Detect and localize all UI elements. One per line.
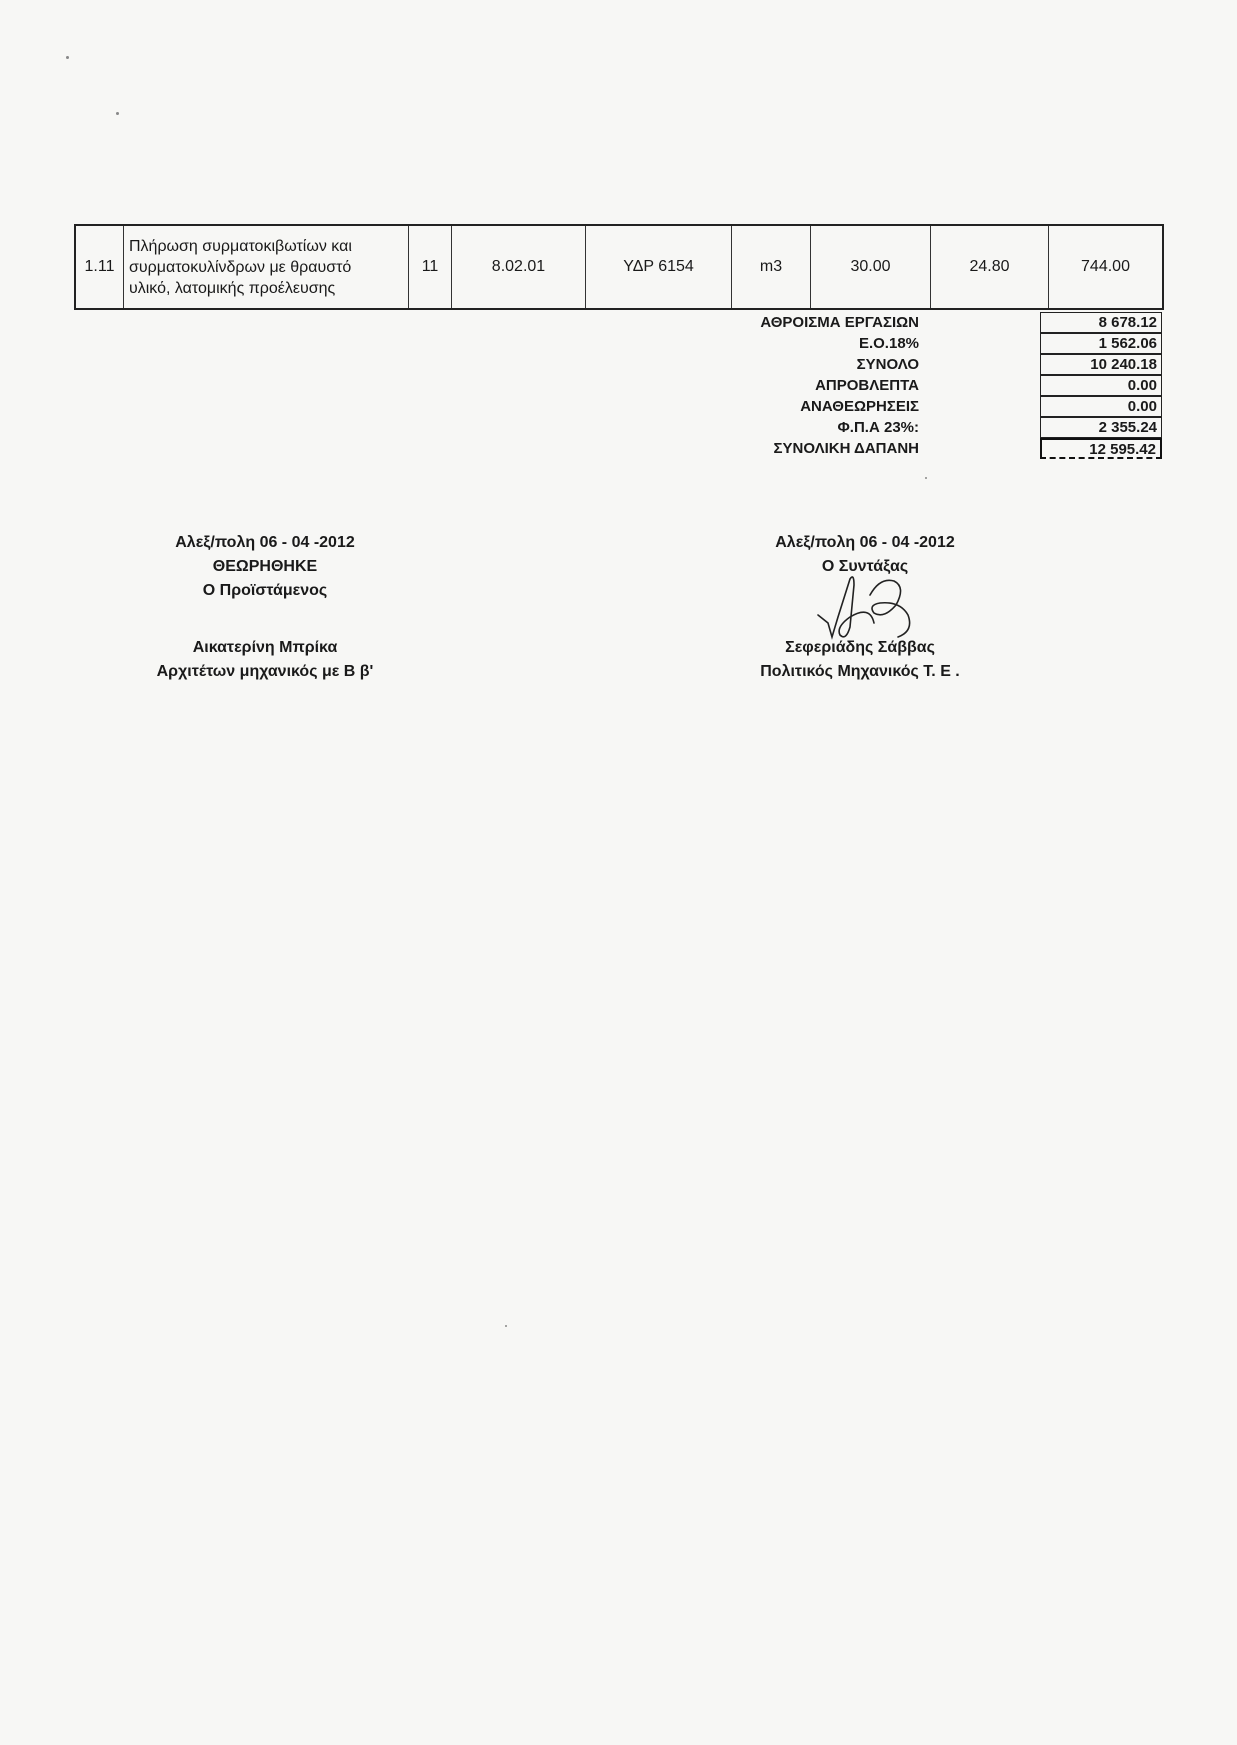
scan-speck	[116, 112, 119, 115]
total-label: ΣΥΝΟΛΟ	[856, 356, 919, 373]
total-label: ΑΝΑΘΕΩΡΗΣΕΙΣ	[800, 398, 919, 415]
approver-name: Αικατερίνη Μπρίκα	[192, 639, 338, 656]
total-line	[0, 312, 1237, 333]
approver-role: Ο Προϊστάμενος	[202, 582, 328, 599]
author-block	[730, 531, 1000, 579]
item-quantity: 30.00	[811, 226, 931, 308]
approver-status: ΘΕΩΡΗΘΗΚΕ	[212, 558, 318, 575]
author-place-date: Αλεξ/πολη 06 - 04 -2012	[775, 534, 955, 551]
total-label: ΑΘΡΟΙΣΜΑ ΕΡΓΑΣΙΩΝ	[760, 314, 919, 331]
scan-speck	[66, 56, 69, 59]
grand-total-value: 12 595.42	[1040, 438, 1162, 459]
total-label: Ε.Ο.18%	[858, 335, 919, 352]
total-value: 8 678.12	[1040, 312, 1162, 333]
work-item-row	[74, 224, 1164, 310]
author-title: Πολιτικός Μηχανικός Τ. Ε .	[760, 663, 960, 680]
total-value: 0.00	[1040, 375, 1162, 396]
total-label: ΑΠΡΟΒΛΕΠΤΑ	[815, 377, 919, 394]
item-unit-price: 24.80	[931, 226, 1049, 308]
author-role: Ο Συντάξας	[821, 558, 909, 575]
total-line	[0, 396, 1237, 417]
scan-speck	[925, 477, 927, 479]
author-name: Σεφεριάδης Σάββας	[785, 639, 935, 656]
total-line	[0, 354, 1237, 375]
item-description-line: υλικό, λατομικής προέλευσης	[129, 279, 336, 297]
approver-name-block	[110, 636, 420, 684]
approver-block	[115, 531, 415, 603]
item-description	[124, 226, 409, 308]
total-line	[0, 333, 1237, 354]
scan-speck	[505, 1325, 507, 1327]
total-line	[0, 417, 1237, 438]
total-line	[0, 375, 1237, 396]
total-value: 0.00	[1040, 396, 1162, 417]
item-description-line: συρματοκυλίνδρων με θραυστό	[129, 258, 352, 276]
approver-place-date: Αλεξ/πολη 06 - 04 -2012	[175, 534, 355, 551]
item-code: 1.11	[76, 226, 124, 308]
total-label: Φ.Π.Α 23%:	[837, 419, 919, 436]
total-value: 10 240.18	[1040, 354, 1162, 375]
item-total: 744.00	[1081, 258, 1130, 275]
item-article: 11	[409, 226, 452, 308]
item-unit: m3	[732, 226, 811, 308]
author-name-block	[745, 636, 975, 684]
total-value: 2 355.24	[1040, 417, 1162, 438]
approver-title: Αρχιτέτων μηχανικός με Β β'	[156, 663, 374, 680]
item-description-line: Πλήρωση συρματοκιβωτίων και	[129, 237, 352, 255]
grand-total-line	[0, 438, 1237, 459]
item-norm: ΥΔΡ 6154	[586, 226, 732, 308]
total-value: 1 562.06	[1040, 333, 1162, 354]
grand-total-label: ΣΥΝΟΛΙΚΗ ΔΑΠΑΝΗ	[773, 440, 919, 457]
item-reference: 8.02.01	[452, 226, 586, 308]
